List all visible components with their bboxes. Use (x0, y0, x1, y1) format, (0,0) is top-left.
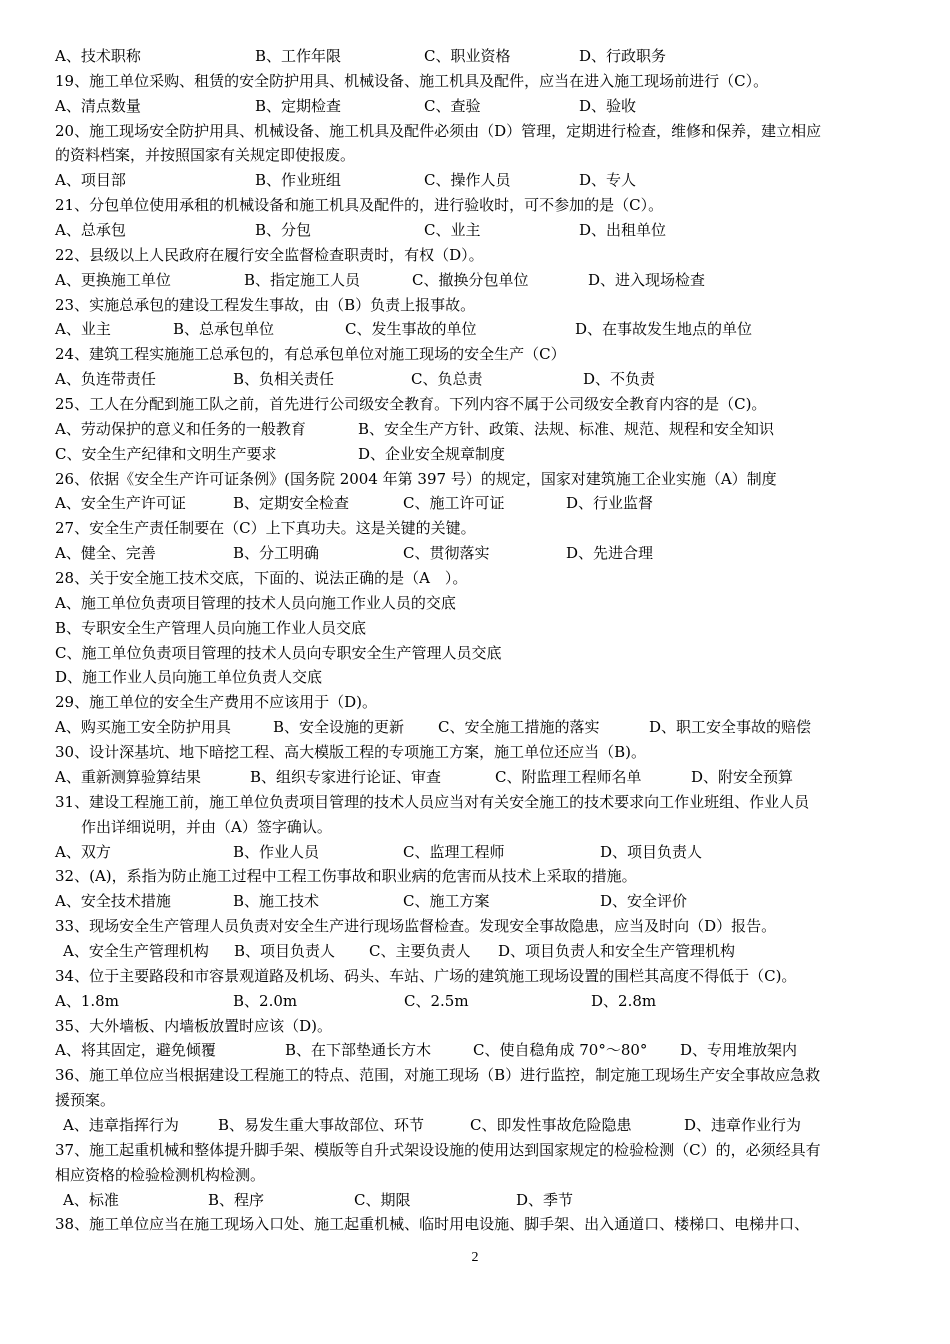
answer-option: D、行政职务 (579, 47, 667, 65)
answer-option: A、清点数量 (55, 96, 141, 115)
answer-options-row (55, 541, 900, 566)
question-line (55, 1088, 900, 1113)
answer-option: C、贯彻落实 (403, 544, 490, 563)
answer-option: D、出租单位 (579, 221, 667, 240)
answer-option: B、在下部垫通长方木 (285, 1041, 432, 1060)
question-line (55, 964, 900, 989)
document-body (55, 44, 900, 1237)
answer-option: C、主要负责人 (369, 941, 471, 960)
question-line (55, 467, 900, 492)
answer-options-row (55, 939, 900, 964)
question-line (55, 641, 900, 666)
question-line (55, 1138, 900, 1163)
answer-options-row (55, 889, 900, 914)
answer-option: A、负连带责任 (55, 370, 156, 389)
answer-options-row (55, 44, 900, 69)
question-line (55, 516, 900, 541)
question-line (55, 690, 900, 715)
line-text: 35、大外墙板、内墙板放置时应该（D)。 (55, 1016, 332, 1035)
answer-options-row (55, 417, 900, 442)
question-line (55, 1014, 900, 1039)
answer-option: D、违章作业行为 (684, 1115, 802, 1134)
line-text: 31、建设工程施工前，施工单位负责项目管理的技术人员应当对有关安全施工的技术要求向工作业班组、作业人员 (55, 792, 810, 811)
answer-option: C、撤换分包单位 (412, 270, 529, 289)
answer-option: D、行业监督 (566, 494, 654, 513)
answer-option: A、1.8m (55, 991, 119, 1010)
answer-option: C、2.5m (404, 991, 469, 1010)
answer-option: D、项目负责人 (600, 842, 703, 861)
answer-option: D、项目负责人和安全生产管理机构 (498, 941, 736, 960)
answer-option: A、项目部 (55, 171, 126, 190)
line-text: 33、现场安全生产管理人员负责对安全生产进行现场监督检查。发现安全事故隐患，应当及时向（D）报告。 (55, 917, 777, 936)
answer-option: B、作业人员 (233, 842, 320, 861)
answer-option: C、监理工程师 (403, 842, 505, 861)
answer-option: A、安全生产许可证 (55, 494, 186, 513)
answer-option: D、在事故发生地点的单位 (575, 320, 753, 339)
answer-option: C、安全生产纪律和文明生产要求 (55, 444, 277, 463)
answer-option: D、专用堆放架内 (680, 1041, 798, 1060)
answer-option: C、查验 (424, 96, 481, 115)
line-text: B、专职安全生产管理人员向施工作业人员交底 (55, 618, 367, 637)
line-text: 38、施工单位应当在施工现场入口处、施工起重机械、临时用电设施、脚手架、出入通道口、楼梯口、电梯井口、 (55, 1215, 810, 1234)
answer-option: B、工作年限 (255, 47, 342, 65)
answer-options-row (55, 94, 900, 119)
answer-options-row (55, 367, 900, 392)
line-text: 29、施工单位的安全生产费用不应该用于（D)。 (55, 693, 377, 712)
question-line (55, 1212, 900, 1237)
answer-option: D、安全评价 (600, 892, 688, 911)
answer-option: C、业主 (424, 221, 481, 240)
answer-option: A、将其固定，避免倾覆 (55, 1041, 216, 1060)
line-text: 28、关于安全施工技术交底，下面的、说法正确的是（A ）。 (55, 569, 468, 588)
answer-option: A、重新测算验算结果 (55, 767, 201, 786)
answer-options-row (55, 168, 900, 193)
answer-option: D、先进合理 (566, 544, 654, 563)
line-text: 19、施工单位采购、租赁的安全防护用具、机械设备、施工机具及配件，应当在进入施工现场前进行（C）。 (55, 71, 769, 90)
answer-options-row (55, 840, 900, 865)
answer-option: A、总承包 (55, 221, 126, 240)
answer-option: C、施工许可证 (403, 494, 505, 513)
question-line (55, 914, 900, 939)
answer-options-row (55, 1188, 900, 1213)
question-line (55, 143, 900, 168)
answer-option: B、定期检查 (255, 96, 342, 115)
answer-option: D、职工安全事故的赔偿 (649, 718, 812, 737)
answer-option: B、分包 (255, 221, 312, 240)
answer-option: C、期限 (354, 1190, 411, 1209)
answer-option: D、企业安全规章制度 (358, 444, 506, 463)
question-line (55, 616, 900, 641)
question-line (55, 864, 900, 889)
answer-option: C、施工方案 (403, 892, 490, 911)
answer-option: B、项目负责人 (234, 941, 336, 960)
answer-option: B、程序 (208, 1190, 265, 1209)
line-text: 作出详细说明，并由（A）签字确认。 (81, 817, 332, 836)
question-line (55, 566, 900, 591)
question-line (55, 591, 900, 616)
answer-options-row (55, 1113, 900, 1138)
line-text: D、施工作业人员向施工单位负责人交底 (55, 668, 323, 687)
line-text: 援预案。 (55, 1091, 116, 1110)
answer-option: B、易发生重大事故部位、环节 (218, 1115, 425, 1134)
answer-options-row (55, 218, 900, 243)
answer-option: D、验收 (579, 96, 637, 115)
line-text: 36、施工单位应当根据建设工程施工的特点、范围，对施工现场（B）进行监控，制定施工现场生产安全事故应急救 (55, 1066, 821, 1085)
answer-option: A、技术职称 (55, 47, 141, 65)
answer-option: C、职业资格 (424, 47, 511, 65)
answer-option: B、组织专家进行论证、审查 (250, 767, 442, 786)
answer-options-row (55, 989, 900, 1014)
answer-option: C、使自稳角成 70°～80° (473, 1041, 648, 1060)
line-text: 27、安全生产责任制要在（C）上下真功夫。这是关键的关键。 (55, 519, 476, 538)
answer-option: C、负总责 (411, 370, 483, 389)
answer-option: A、安全生产管理机构 (63, 941, 209, 960)
answer-option: C、操作人员 (424, 171, 511, 190)
answer-option: D、附安全预算 (691, 767, 794, 786)
question-line (55, 342, 900, 367)
answer-option: C、安全施工措施的落实 (438, 718, 600, 737)
line-text: 22、县级以上人民政府在履行安全监督检查职责时，有权（D）。 (55, 245, 484, 264)
page-number: 2 (471, 1250, 479, 1265)
answer-option: B、安全生产方针、政策、法规、标准、规范、规程和安全知识 (358, 419, 775, 438)
answer-option: C、发生事故的单位 (345, 320, 477, 339)
answer-option: B、2.0m (233, 991, 298, 1010)
answer-option: D、进入现场检查 (588, 270, 706, 289)
answer-option: A、更换施工单位 (55, 270, 171, 289)
line-text: 21、分包单位使用承租的机械设备和施工机具及配件的，进行验收时，可不参加的是（C）。 (55, 196, 664, 215)
question-line (55, 293, 900, 318)
answer-options-row (55, 317, 900, 342)
answer-option: A、标准 (63, 1190, 119, 1209)
answer-option: C、即发性事故危险隐患 (470, 1115, 632, 1134)
answer-options-row (55, 491, 900, 516)
answer-options-row (55, 442, 900, 467)
answer-options-row (55, 715, 900, 740)
line-text: 34、位于主要路段和市容景观道路及机场、码头、车站、广场的建筑施工现场设置的围栏其高度不得低于（C)。 (55, 966, 797, 985)
line-text: 26、依据《安全生产许可证条例》(国务院 2004 年第 397 号）的规定，国家对建筑施工企业实施（A）制度 (55, 469, 777, 488)
question-line (55, 69, 900, 94)
question-line (55, 392, 900, 417)
question-line (55, 193, 900, 218)
line-text: 23、实施总承包的建设工程发生事故，由（B）负责上报事故。 (55, 295, 476, 314)
question-line (55, 243, 900, 268)
answer-option: D、专人 (579, 171, 637, 190)
answer-option: A、违章指挥行为 (63, 1115, 179, 1134)
line-text: 的资料档案，并按照国家有关规定即使报废。 (55, 146, 356, 165)
answer-option: D、不负责 (583, 370, 656, 389)
answer-option: B、作业班组 (255, 171, 342, 190)
answer-option: B、分工明确 (233, 544, 320, 563)
question-line (55, 790, 900, 815)
answer-option: D、季节 (516, 1190, 574, 1209)
question-line (55, 119, 900, 144)
answer-option: A、劳动保护的意义和任务的一般教育 (55, 419, 306, 438)
answer-option: A、购买施工安全防护用具 (55, 718, 231, 737)
answer-option: A、双方 (55, 842, 111, 861)
answer-option: B、指定施工人员 (244, 270, 361, 289)
answer-option: B、施工技术 (233, 892, 320, 911)
line-text: 30、设计深基坑、地下暗挖工程、高大模版工程的专项施工方案，施工单位还应当（B)。 (55, 743, 646, 762)
line-text: 相应资格的检验检测机构检测。 (55, 1165, 266, 1184)
line-text: 32、(A)，系指为防止施工过程中工程工伤事故和职业病的危害而从技术上采取的措施。 (55, 867, 637, 886)
line-text: A、施工单位负责项目管理的技术人员向施工作业人员的交底 (55, 593, 456, 612)
line-text: C、施工单位负责项目管理的技术人员向专职安全生产管理人员交底 (55, 643, 502, 662)
question-line (55, 740, 900, 765)
line-text: 24、建筑工程实施施工总承包的，有总承包单位对施工现场的安全生产（C） (55, 345, 566, 364)
answer-option: C、附监理工程师名单 (495, 767, 642, 786)
question-continuation-line (55, 815, 900, 840)
line-text: 25、工人在分配到施工队之前，首先进行公司级安全教育。下列内容不属于公司级安全教育内容的是（C)。 (55, 395, 767, 414)
answer-option: A、安全技术措施 (55, 892, 171, 911)
answer-options-row (55, 268, 900, 293)
question-line (55, 1063, 900, 1088)
answer-option: B、负相关责任 (233, 370, 335, 389)
answer-option: B、总承包单位 (173, 320, 275, 339)
answer-option: A、业主 (55, 320, 111, 339)
line-text: 20、施工现场安全防护用具、机械设备、施工机具及配件必须由（D）管理，定期进行检查，维修和保养，建立相应 (55, 121, 822, 140)
answer-option: B、安全设施的更新 (273, 718, 405, 737)
answer-option: A、健全、完善 (55, 544, 156, 563)
answer-options-row (55, 1038, 900, 1063)
line-text: 37、施工起重机械和整体提升脚手架、模版等自升式架设设施的使用达到国家规定的检验检测（C）的，必须经具有 (55, 1140, 821, 1159)
answer-option: D、2.8m (591, 991, 657, 1010)
question-line (55, 1163, 900, 1188)
answer-options-row (55, 765, 900, 790)
question-line (55, 665, 900, 690)
answer-option: B、定期安全检查 (233, 494, 350, 513)
